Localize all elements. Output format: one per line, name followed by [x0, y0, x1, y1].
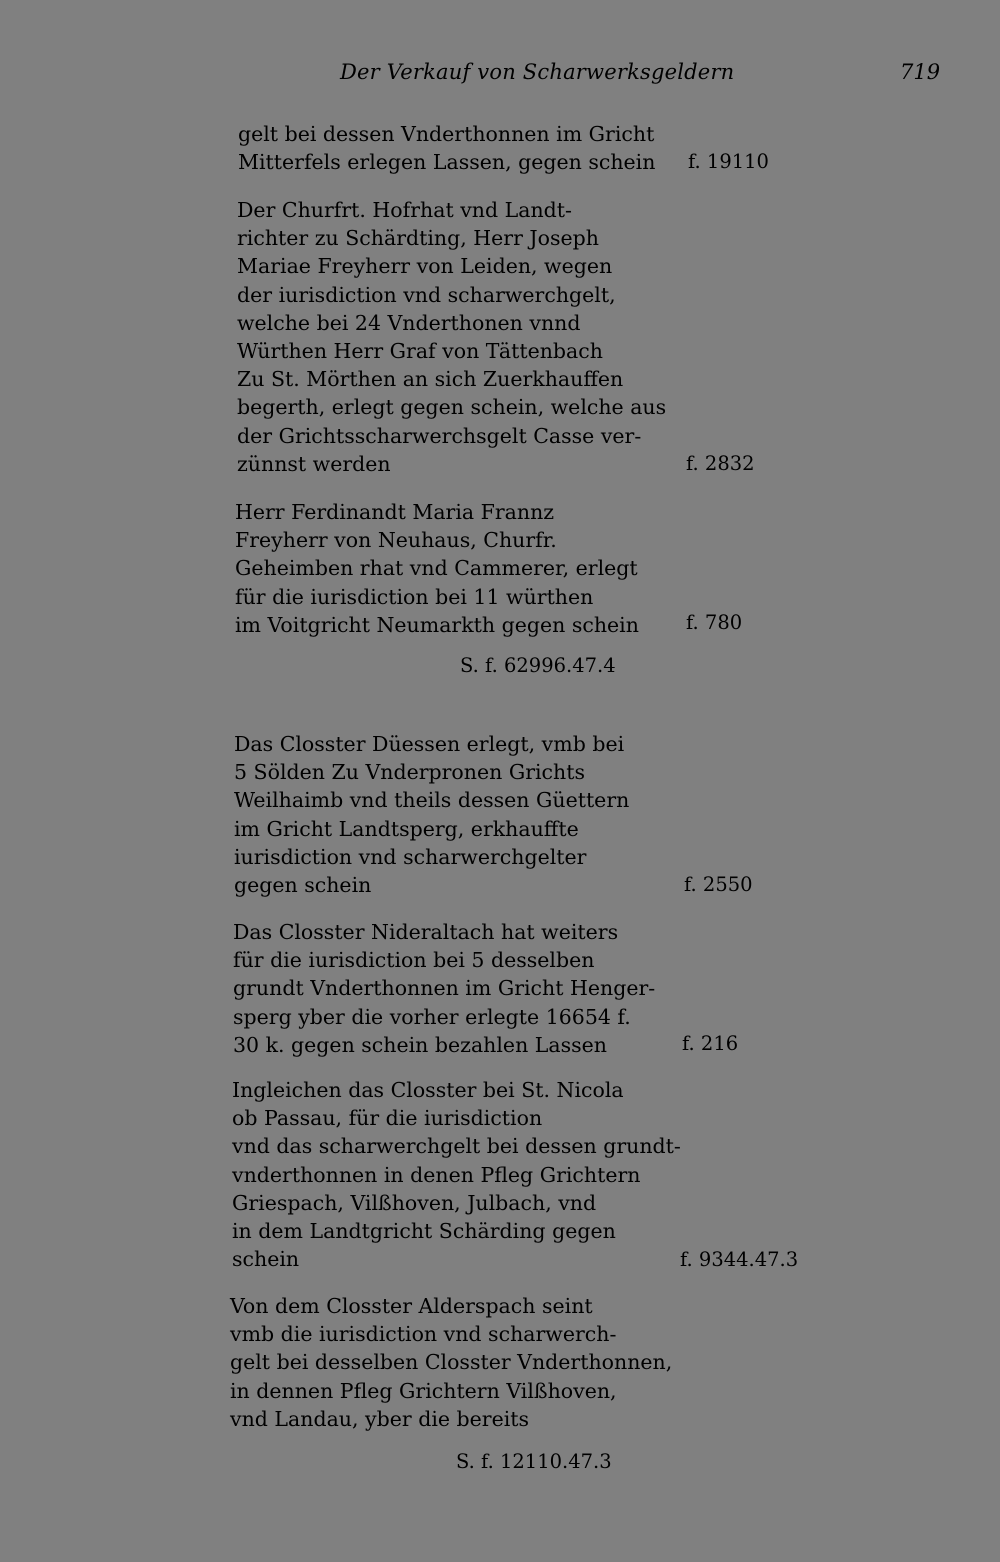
entry-line: der Grichtsscharwerchsgelt Casse ver-: [237, 423, 642, 448]
ledger-entry: [237, 196, 797, 478]
entry-amount: f. 216: [682, 1032, 739, 1055]
entry-line: gelt bei dessen Vnderthonnen im Gricht: [238, 122, 655, 146]
entry-line: im Gricht Landtsperg, erkhauffte: [234, 816, 579, 841]
entry-line: für die iurisdiction bei 5 desselben: [233, 948, 595, 973]
page-number: 719: [900, 60, 941, 84]
entry-amount: f. 2550: [684, 873, 753, 896]
entry-line: gelt bei desselben Closster Vnderthonnen,: [230, 1350, 673, 1375]
entry-amount: f. 19110: [688, 150, 769, 173]
entry-line: schein: [232, 1247, 300, 1272]
entry-line: zünnst werden: [237, 451, 391, 476]
entry-line: sperg yber die vorher erlegte 16654 f.: [233, 1004, 631, 1029]
entry-line: Mitterfels erlegen Lassen, gegen schein: [238, 150, 656, 175]
entry-line: vmb die iurisdiction vnd scharwerch-: [230, 1322, 617, 1347]
entry-line: Herr Ferdinandt Maria Frannz: [235, 500, 555, 524]
entry-line: 5 Sölden Zu Vnderpronen Grichts: [234, 760, 585, 785]
entry-line: Freyherr von Neuhaus, Churfr.: [235, 528, 557, 553]
entry-line: in dem Landtgricht Schärding gegen: [232, 1218, 616, 1243]
entry-line: welche bei 24 Vnderthonen vnnd: [237, 310, 581, 335]
ledger-entry: [232, 1076, 792, 1273]
ledger-entry: [230, 1292, 790, 1433]
entry-line: Griespach, Vilßhoven, Julbach, vnd: [232, 1190, 597, 1215]
entry-line: in dennen Pfleg Grichtern Vilßhoven,: [230, 1378, 617, 1403]
entry-line: vnderthonnen in denen Pfleg Grichtern: [232, 1162, 641, 1187]
running-title: Der Verkauf von Scharwerksgeldern: [340, 60, 735, 84]
entry-line: Der Churfrt. Hofrhat vnd Landt-: [237, 198, 572, 222]
entry-line: für die iurisdiction bei 11 würthen: [235, 584, 594, 609]
entry-line: der iurisdiction vnd scharwerchgelt,: [237, 282, 616, 307]
entry-line: Das Closster Düessen erlegt, vmb bei: [234, 732, 625, 756]
entry-line: Ingleichen das Closster bei St. Nicola: [232, 1078, 624, 1102]
entry-line: richter zu Schärdting, Herr Joseph: [237, 226, 599, 251]
entry-line: Von dem Closster Alderspach seint: [230, 1294, 593, 1318]
entry-line: vnd das scharwerchgelt bei dessen grundt-: [232, 1134, 681, 1159]
entry-line: Zu St. Mörthen an sich Zuerkhauffen: [237, 367, 624, 392]
subtotal: S. f. 12110.47.3: [456, 1450, 612, 1473]
entry-line: Geheimben rhat vnd Cammerer, erlegt: [235, 556, 638, 581]
entry-line: ob Passau, für die iurisdiction: [232, 1106, 543, 1131]
entry-line: iurisdiction vnd scharwerchgelter: [234, 844, 587, 869]
entry-amount: f. 2832: [686, 452, 755, 475]
entry-line: 30 k. gegen schein bezahlen Lassen: [233, 1032, 607, 1057]
entry-line: Mariae Freyherr von Leiden, wegen: [237, 254, 613, 279]
entry-amount: f. 780: [686, 611, 743, 634]
entry-line: gegen schein: [234, 872, 372, 897]
entry-line: grundt Vnderthonnen im Gricht Henger-: [233, 976, 656, 1001]
entry-line: Würthen Herr Graf von Tättenbach: [237, 338, 603, 363]
entry-line: vnd Landau, yber die bereits: [230, 1406, 530, 1431]
entry-line: begerth, erlegt gegen schein, welche aus: [237, 395, 667, 420]
entry-line: Weilhaimb vnd theils dessen Güettern: [234, 788, 630, 813]
subtotal: S. f. 62996.47.4: [460, 654, 616, 677]
entry-amount: f. 9344.47.3: [680, 1248, 799, 1271]
entry-line: Das Closster Nideraltach hat weiters: [233, 920, 619, 944]
entry-line: im Voitgricht Neumarkth gegen schein: [235, 612, 639, 637]
